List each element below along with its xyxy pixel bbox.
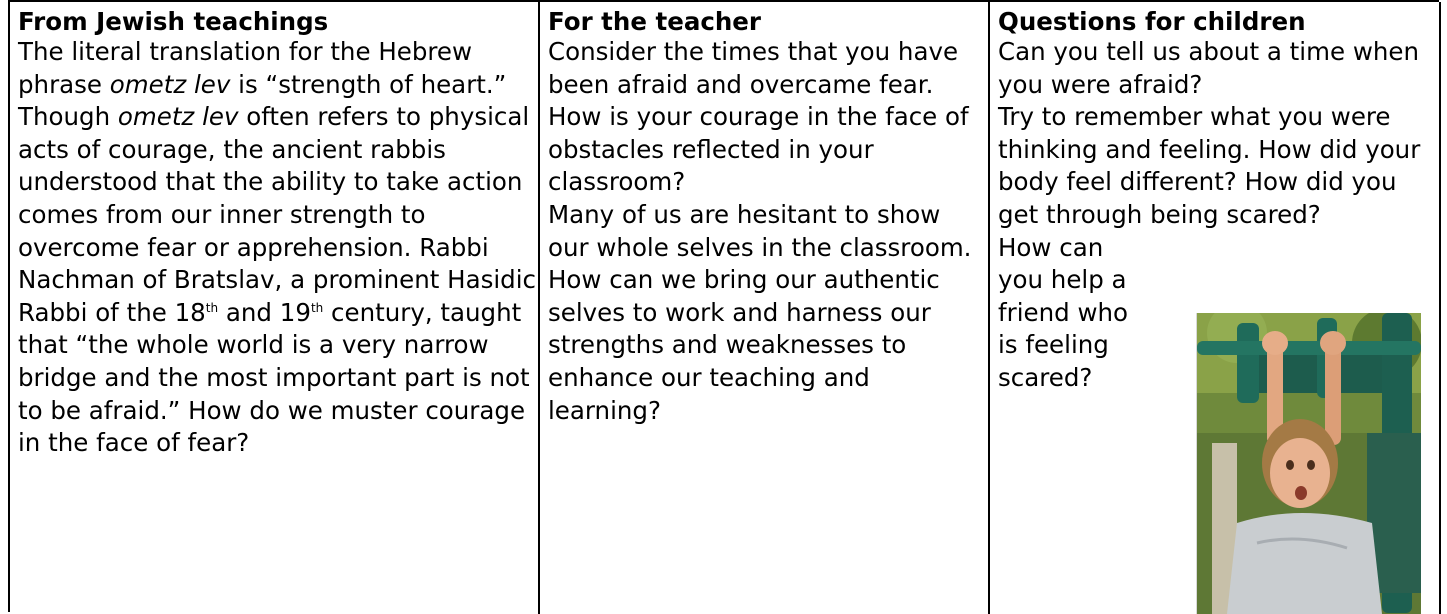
column-heading-teacher: For the teacher: [548, 7, 762, 36]
jewish-teachings-column: [10, 2, 540, 614]
teacher-column: [540, 2, 990, 614]
children-question-1: Can you tell us about a time when you were afraid?: [998, 37, 1419, 99]
children-question-2: Try to remember what you were thinking and feeling. How did your body feel different? How did you get through being scared?: [998, 102, 1421, 229]
teacher-paragraph-2: Many of us are hesitant to show our whole selves in the classroom. How can we bring our authentic selves to work and harness our strengths and weaknesses to enhance our teaching and learning?: [548, 199, 972, 425]
child-on-monkey-bars-photo: [1196, 313, 1421, 614]
teacher-paragraph-1: Consider the times that you have been afraid and overcame fear. How is your courage in the face of obstacles reflected in your classroom?: [548, 37, 969, 197]
lesson-table: [8, 0, 1439, 612]
children-question-3: How can you help a friend who is feeling scared?: [998, 232, 1129, 392]
jewish-teachings-text: The literal translation for the Hebrew phrase ometz lev is “strength of heart.” Though ometz lev often refers to physical acts of courage, the ancient rabbis understood that the ability to take action comes from our inner strength to overcome fear or apprehension. Rabbi Nachman of Bratslav, a prominent Hasidic Rabbi of the 18th and 19th century, taught that “the whole world is a very narrow bridge and the most important part is not to be afraid.” How do we muster courage in the face of fear?: [18, 37, 537, 458]
column-heading-children: Questions for children: [998, 7, 1306, 36]
column-heading-jewish-teachings: From Jewish teachings: [18, 7, 329, 36]
children-questions-column: [990, 2, 1441, 614]
